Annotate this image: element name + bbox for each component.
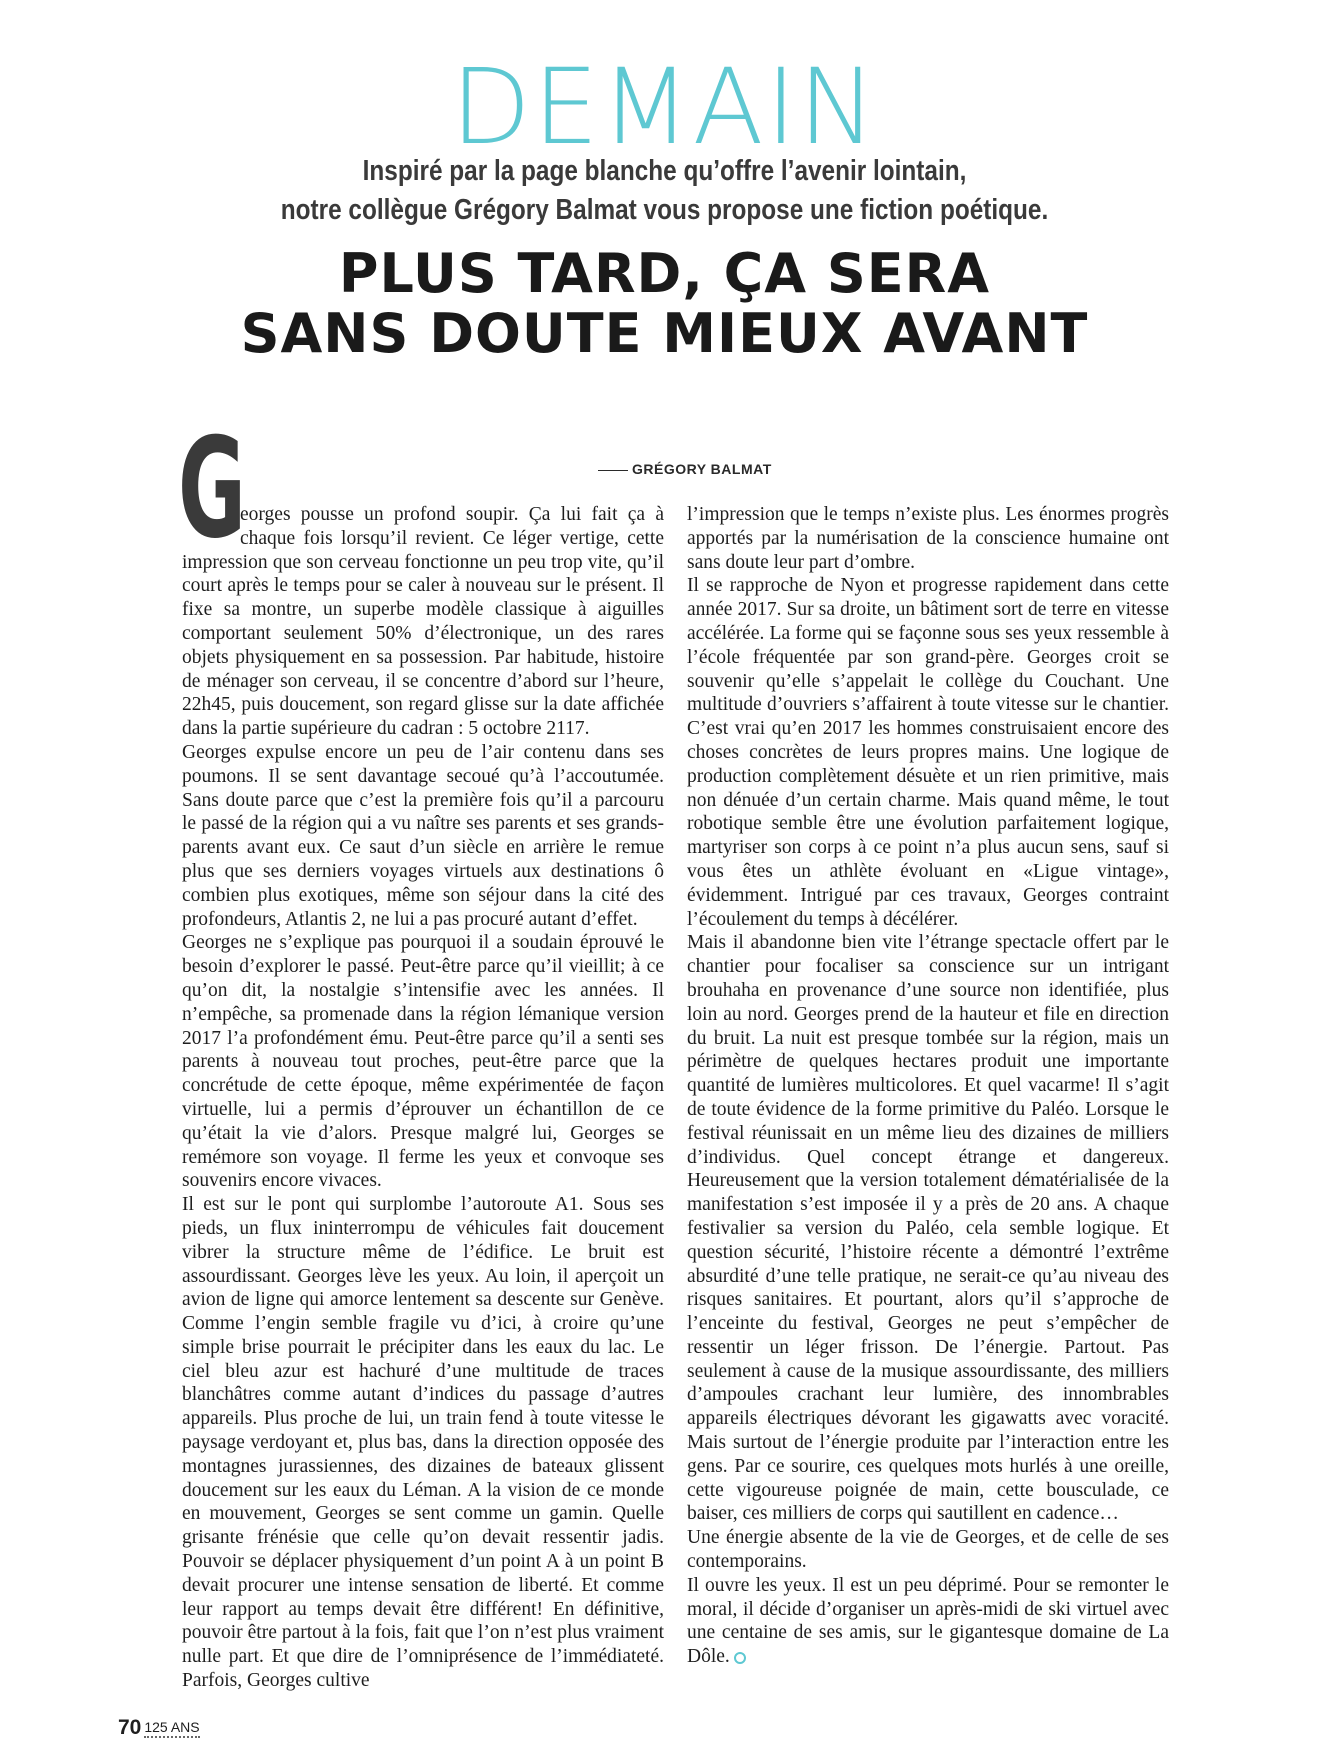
byline <box>598 461 772 477</box>
paragraph: Une énergie absente de la vie de Georges, et de celle de ses contemporains. <box>687 1527 1169 1573</box>
paragraph: Il se rapproche de Nyon et progresse rapidement dans cette année 2017. Sur sa droite, un bâtiment sort de terre en vitesse accélérée. La forme qui se façonne sous ses yeux ressemble à l’école fréquentée par son grand-père. Georges croit se souvenir qu’elle s’appelait le collège du Couchant. Une multitude d’ouvriers s’affairent à toute vitesse sur le chantier. C’est vrai qu’en 2017 les hommes construisaient encore des choses concrètes de leurs propres mains. Une logique de production complètement désuète et un rien primitive, mais non dénuée d’un certain charme. Mais quand même, le tout robotique semble être une évolution parfaitement logique, martyriser son corps à ce point n’a plus aucun sens, sauf si vous êtes un athlète évoluant en «Ligue vintage», évidemment. Intrigué par ces travaux, Georges contraint l’écoulement du temps à décélérer. <box>687 575 1169 930</box>
paragraph: Georges ne s’explique pas pourquoi il a soudain éprouvé le besoin d’explorer le passé. Peut-être parce qu’il vieillit; à ce qu’on dit, la nostalgie s’intensifie avec les années. Il n’empêche, sa promenade dans la région lémanique version 2017 l’a profondément ému. Peut-être parce qu’il a senti ses parents à nouveau tout proches, peut-être parce que la concrétude de cette époque, même expérimentée de façon virtuelle, lui a permis d’éprouver un échantillon de ce qu’était la vie d’alors. Presque malgré lui, Georges se remémore son voyage. Il ferme les yeux et convoque ses souvenirs encore vivaces. <box>182 932 664 1192</box>
intro-line-2: notre collègue Grégory Balmat vous propose une fiction poétique. <box>280 194 1049 226</box>
paragraph: eorges pousse un profond soupir. Ça lui fait ça à chaque fois lorsqu’il revient. Ce léger vertige, cette impression que son cerveau fonctionne un peu trop vite, qu’il court après le temps pour se caler à nouveau sur le présent. Il fixe sa montre, un superbe modèle classique à aiguilles comportant seulement 50% d’électronique, un des rares objets physiquement en sa possession. Par habitude, histoire de ménager son cerveau, il se concentre d’abord sur l’heure, 22h45, puis doucement, son regard glisse sur la date affichée dans la partie supérieure du cadran : 5 octobre 2117. <box>182 504 664 740</box>
article-headline <box>0 244 1329 364</box>
byline-rule <box>598 470 628 471</box>
paragraph-text: Il ouvre les yeux. Il est un peu déprimé. Pour se remonter le moral, il décide d’organiser un après-midi de ski virtuel avec une centaine de ses amis, sur le gigantesque domaine de La Dôle. <box>687 1574 1169 1668</box>
headline-line-2: SANS DOUTE MIEUX AVANT <box>240 302 1089 365</box>
paragraph-last <box>687 1574 1169 1669</box>
article-column-right <box>687 503 1169 1669</box>
drop-cap: G <box>178 408 246 569</box>
magazine-name: 125 ANS <box>144 1720 199 1738</box>
intro-line-1: Inspiré par la page blanche qu’offre l’avenir lointain, <box>362 155 967 187</box>
paragraph: Il est sur le pont qui surplombe l’autoroute A1. Sous ses pieds, un flux ininterrompu de véhicules fait doucement vibrer la structure même de l’édifice. Le bruit est assourdissant. Georges lève les yeux. Au loin, il aperçoit un avion de ligne qui amorce lentement sa descente sur Genève. Comme l’engin semble fragile vu d’ici, à croire qu’une simple brise pourrait le précipiter dans les eaux du lac. Le ciel bleu azur est hachuré d’une multitude de traces blanchâtres comme autant d’indices du passage d’autres appareils. Plus proche de lui, un train fend à toute vitesse le paysage verdoyant et, plus bas, dans la direction opposée des montagnes jurassiennes, des dizaines de bateaux glissent doucement sur les eaux du Léman. A la vision de ce monde en mouvement, Georges se sent comme un gamin. Quelle grisante frénésie que celle qu’on devait ressentir jadis. Pouvoir se déplacer physiquement d’un point A à un point B devait procurer une intense sensation de liberté. Et comme leur rapport au temps devait être différent! En définitive, pouvoir être partout à la fois, fait que l’on n’est plus vraiment nulle part. Et que dire de l’omniprésence de l’immédiateté. Parfois, Georges cultive <box>182 1194 664 1692</box>
paragraph: Mais il abandonne bien vite l’étrange spectacle offert par le chantier pour focaliser sa conscience sur un intrigant brouhaha en provenance d’une source non identifiée, plus loin au nord. Georges prend de la hauteur et file en direction du bruit. La nuit est presque tombée sur la région, mais un périmètre de quelques hectares produit une importante quantité de lumières multicolores. Et quel vacarme! Il s’agit de toute évidence de la forme primitive du Paléo. Lorsque le festival réunissait en un même lieu des dizaines de milliers d’individus. Quel concept étrange et dangereux. Heureusement que la version totalement dématérialisée de la manifestation s’est imposée il y a près de 20 ans. A chaque festivalier sa version du Paléo, cela semble logique. Et question sécurité, l’histoire récente a démontré l’extrême absurdité d’une telle pratique, ne serait-ce qu’au niveau des risques sanitaires. Et pourtant, alors qu’il s’approche de l’enceinte du festival, Georges ne peut s’empêcher de ressentir un léger frisson. De l’énergie. Partout. Pas seulement à cause de la musique assourdissante, des milliers d’ampoules crachant leur lumière, des innombrables appareils électriques dévorant les gigawatts avec voracité. Mais surtout de l’énergie produite par l’interaction entre les gens. Par ce sourire, ces quelques mots hurlés à une oreille, cette vigoureuse poignée de main, cette bousculade, ce baiser, ces milliers de corps qui sautillent en cadence… <box>687 932 1169 1525</box>
article-column-left <box>178 408 664 1693</box>
article-intro <box>106 152 1222 230</box>
paragraph: l’impression que le temps n’existe plus. Les énormes progrès apportés par la numérisation de la conscience humaine ont sans doute leur part d’ombre. <box>687 504 1169 573</box>
section-title: DEMAIN <box>450 46 879 168</box>
end-mark-icon <box>734 1652 746 1664</box>
page-number: 70 <box>118 1716 142 1739</box>
author-name: GRÉGORY BALMAT <box>632 461 772 477</box>
paragraph: Georges expulse encore un peu de l’air contenu dans ses poumons. Il se sent davantage secoué qu’à l’accoutumée. Sans doute parce que c’est la première fois qu’il a parcouru le passé de la région qui a vu naître ses parents et ses grands-parents avant eux. Ce saut d’un siècle en arrière le remue plus que ses derniers voyages virtuels aux destinations ô combien plus exotiques, même son séjour dans la cité des profondeurs, Atlantis 2, ne lui a pas procuré autant d’effet. <box>182 741 664 930</box>
headline-line-1: PLUS TARD, ÇA SERA <box>338 242 991 305</box>
page-footer <box>118 1717 200 1738</box>
